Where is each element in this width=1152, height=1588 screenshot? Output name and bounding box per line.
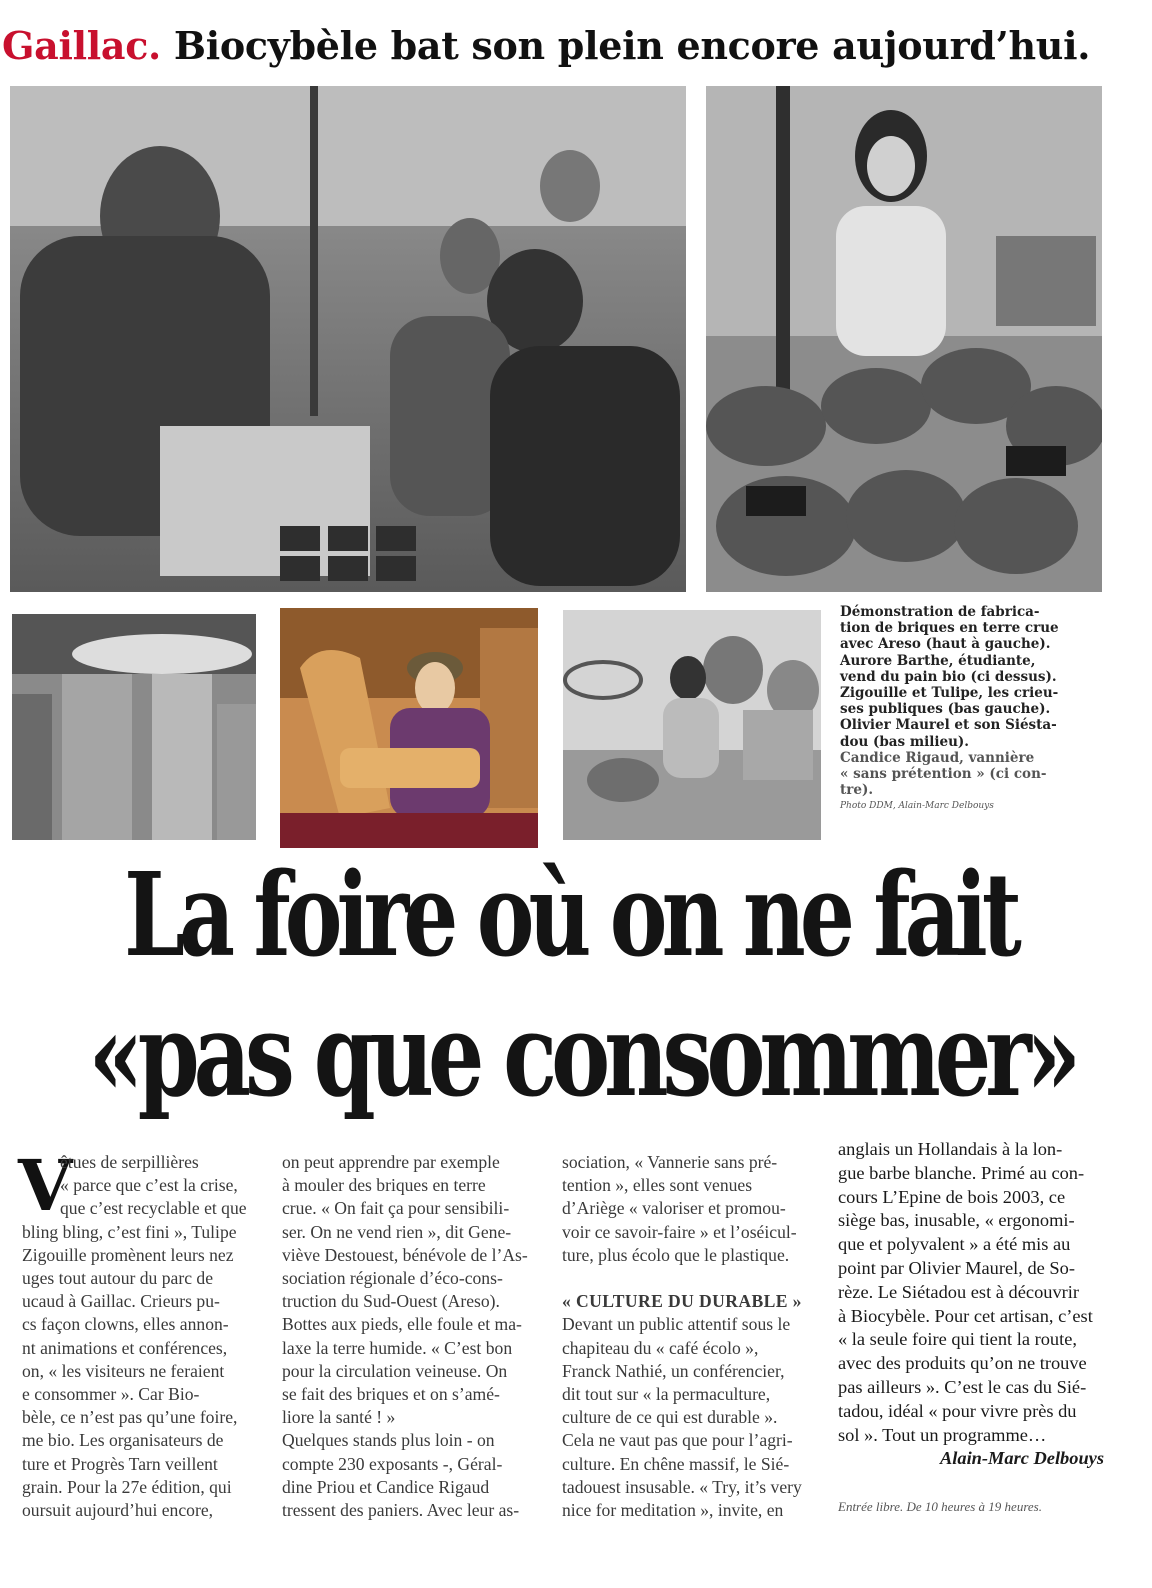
article-line: Cela ne vaut pas que pour l’agri- bbox=[562, 1430, 793, 1451]
article-line: cours L’Epine de bois 2003, ce bbox=[838, 1186, 1066, 1207]
article-line: ser. On ne vend rien », dit Gene- bbox=[282, 1221, 512, 1242]
article-line: viève Destouest, bénévole de l’As- bbox=[282, 1244, 528, 1265]
caption-line: Olivier Maurel et son Siésta- bbox=[840, 717, 1057, 734]
caption-line: tion de briques en terre crue bbox=[840, 620, 1059, 637]
kicker-title: Biocybèle bat son plein encore aujourd’hui. bbox=[173, 23, 1091, 68]
article-line: ture et Progrès Tarn veillent bbox=[22, 1453, 218, 1474]
photo-credit: Photo DDM, Alain-Marc Delbouys bbox=[840, 801, 994, 812]
article-line: on, « les visiteurs ne feraient bbox=[22, 1360, 225, 1381]
article-line: se fait des briques et on s’amé- bbox=[282, 1384, 500, 1405]
article-subhead: « CULTURE DU DURABLE » bbox=[562, 1291, 802, 1312]
practical-info-note: Entrée libre. De 10 heures à 19 heures. bbox=[838, 1498, 1042, 1514]
article-line: ucaud à Gaillac. Crieurs pu- bbox=[22, 1291, 220, 1312]
article-line: me bio. Les organisateurs de bbox=[22, 1430, 224, 1451]
article-line: gue barbe blanche. Primé au con- bbox=[838, 1162, 1085, 1183]
article-line bbox=[562, 1267, 820, 1290]
article-line: sol ». Tout un programme… bbox=[838, 1424, 1047, 1445]
article-column-4 bbox=[838, 1138, 1104, 1519]
caption-line: ses publiques (bas gauche). bbox=[840, 701, 1051, 718]
article-signature: Alain-Marc Delbouys bbox=[940, 1448, 1104, 1469]
article-line: tressent des paniers. Avec leur as- bbox=[282, 1500, 520, 1521]
article-line: truction du Sud-Ouest (Areso). bbox=[282, 1291, 500, 1312]
article-line: siège bas, inusable, « ergonomi- bbox=[838, 1210, 1075, 1231]
kicker-place: Gaillac. bbox=[2, 23, 161, 68]
caption-line: Zigouille et Tulipe, les crieu- bbox=[840, 685, 1059, 702]
caption-line: dou (bas milieu). bbox=[840, 733, 969, 750]
article-line: sociation, « Vannerie sans pré- bbox=[562, 1152, 778, 1172]
article-line: anglais un Hollandais à la lon- bbox=[838, 1139, 1063, 1159]
article-line: pour la circulation veineuse. On bbox=[282, 1360, 508, 1381]
caption-line: tre). bbox=[840, 782, 874, 799]
article-column-1 bbox=[22, 1151, 262, 1522]
article-line: tadou, idéal « pour vivre près du bbox=[838, 1400, 1077, 1421]
article-line: nt animations et conférences, bbox=[22, 1337, 228, 1358]
article-line: nice for meditation », invite, en bbox=[562, 1500, 784, 1521]
photo-caption bbox=[840, 604, 1098, 844]
article-line: Devant un public attentif sous le bbox=[562, 1314, 791, 1335]
article-line: Bottes aux pieds, elle foule et ma- bbox=[282, 1314, 522, 1335]
article-line: que et polyvalent » a été mis au bbox=[838, 1234, 1071, 1255]
article-line: Franck Nathié, un conférencier, bbox=[562, 1360, 785, 1381]
article-line: cs façon clowns, elles annon- bbox=[22, 1314, 229, 1335]
headline-line-1: La foire où on ne fait bbox=[124, 847, 1016, 984]
article-line: dine Priou et Candice Rigaud bbox=[282, 1476, 490, 1497]
article-line: que c’est recyclable et que bbox=[60, 1198, 247, 1219]
drop-cap: V bbox=[18, 1144, 73, 1227]
caption-line: « sans prétention » (ci con- bbox=[840, 766, 1047, 783]
article-line: Quelques stands plus loin - on bbox=[282, 1430, 495, 1451]
headline-line-2: «pas que consommer» bbox=[88, 987, 1076, 1124]
article-line: e consommer ». Car Bio- bbox=[22, 1384, 200, 1405]
article-line: pas ailleurs ». C’est le cas du Sié- bbox=[838, 1376, 1087, 1397]
article-line: crue. « On fait ça pour sensibili- bbox=[282, 1198, 510, 1219]
article-line: tadouest insusable. « Try, it’s very bbox=[562, 1476, 802, 1497]
photo-town-criers bbox=[12, 614, 256, 840]
article-line: point par Olivier Maurel, de So- bbox=[838, 1257, 1075, 1278]
article-column-3 bbox=[562, 1151, 820, 1522]
article-line: grain. Pour la 27e édition, qui bbox=[22, 1476, 232, 1497]
article-line: bling bling, c’est fini », Tulipe bbox=[22, 1221, 237, 1242]
photo-candice-rigaud-basketmaker bbox=[563, 610, 821, 840]
article-line: culture. En chêne massif, le Sié- bbox=[562, 1453, 790, 1474]
article-line: sociation régionale d’éco-cons- bbox=[282, 1268, 503, 1289]
article-line: bèle, ce n’est pas qu’une foire, bbox=[22, 1407, 238, 1428]
article-line: « la seule foire qui tient la route, bbox=[838, 1329, 1077, 1350]
caption-line: avec Areso (haut à gauche). bbox=[840, 636, 1051, 653]
article-spacer bbox=[838, 1471, 1104, 1495]
article-line: êtues de serpillières bbox=[60, 1152, 199, 1172]
main-headline bbox=[10, 847, 1130, 1124]
article-line: à Biocybèle. Pour cet artisan, c’est bbox=[838, 1305, 1093, 1326]
caption-line: Démonstration de fabrica- bbox=[840, 604, 1040, 620]
article-line: culture de ce qui est durable ». bbox=[562, 1407, 778, 1428]
article-line: on peut apprendre par exemple bbox=[282, 1152, 500, 1172]
article-line: Zigouille promènent leurs nez bbox=[22, 1244, 234, 1265]
article-line: rèze. Le Siétadou est à découvrir bbox=[838, 1281, 1080, 1302]
article-line: laxe la terre humide. « C’est bon bbox=[282, 1337, 513, 1358]
article-column-2 bbox=[282, 1151, 534, 1522]
photo-olivier-maurel-siestadou bbox=[280, 608, 538, 848]
caption-line: vend du pain bio (ci dessus). bbox=[840, 668, 1057, 685]
caption-line: Candice Rigaud, vannière bbox=[840, 749, 1035, 766]
kicker-headline bbox=[2, 18, 1122, 74]
article-line: d’Ariège « valoriser et promou- bbox=[562, 1198, 786, 1219]
article-line: compte 230 exposants -, Géral- bbox=[282, 1453, 503, 1474]
article-line: oursuit aujourd’hui encore, bbox=[22, 1500, 214, 1521]
photo-brick-demonstration bbox=[10, 86, 686, 592]
photo-bread-stand bbox=[706, 86, 1102, 592]
article-line: chapiteau du « café écolo », bbox=[562, 1337, 759, 1358]
article-line: voir ce savoir-faire » et l’oséicul- bbox=[562, 1221, 797, 1242]
article-line: ture, plus écolo que le plastique. bbox=[562, 1244, 790, 1265]
article-line: à mouler des briques en terre bbox=[282, 1175, 486, 1196]
article-line: « parce que c’est la crise, bbox=[60, 1175, 238, 1196]
article-line: uges tout autour du parc de bbox=[22, 1268, 214, 1289]
article-line: avec des produits qu’on ne trouve bbox=[838, 1353, 1087, 1374]
article-line: tention », elles sont venues bbox=[562, 1175, 753, 1196]
article-line: liore la santé ! » bbox=[282, 1407, 396, 1428]
article-line: dit tout sur « la permaculture, bbox=[562, 1384, 771, 1405]
caption-line: Aurore Barthe, étudiante, bbox=[840, 652, 1036, 669]
